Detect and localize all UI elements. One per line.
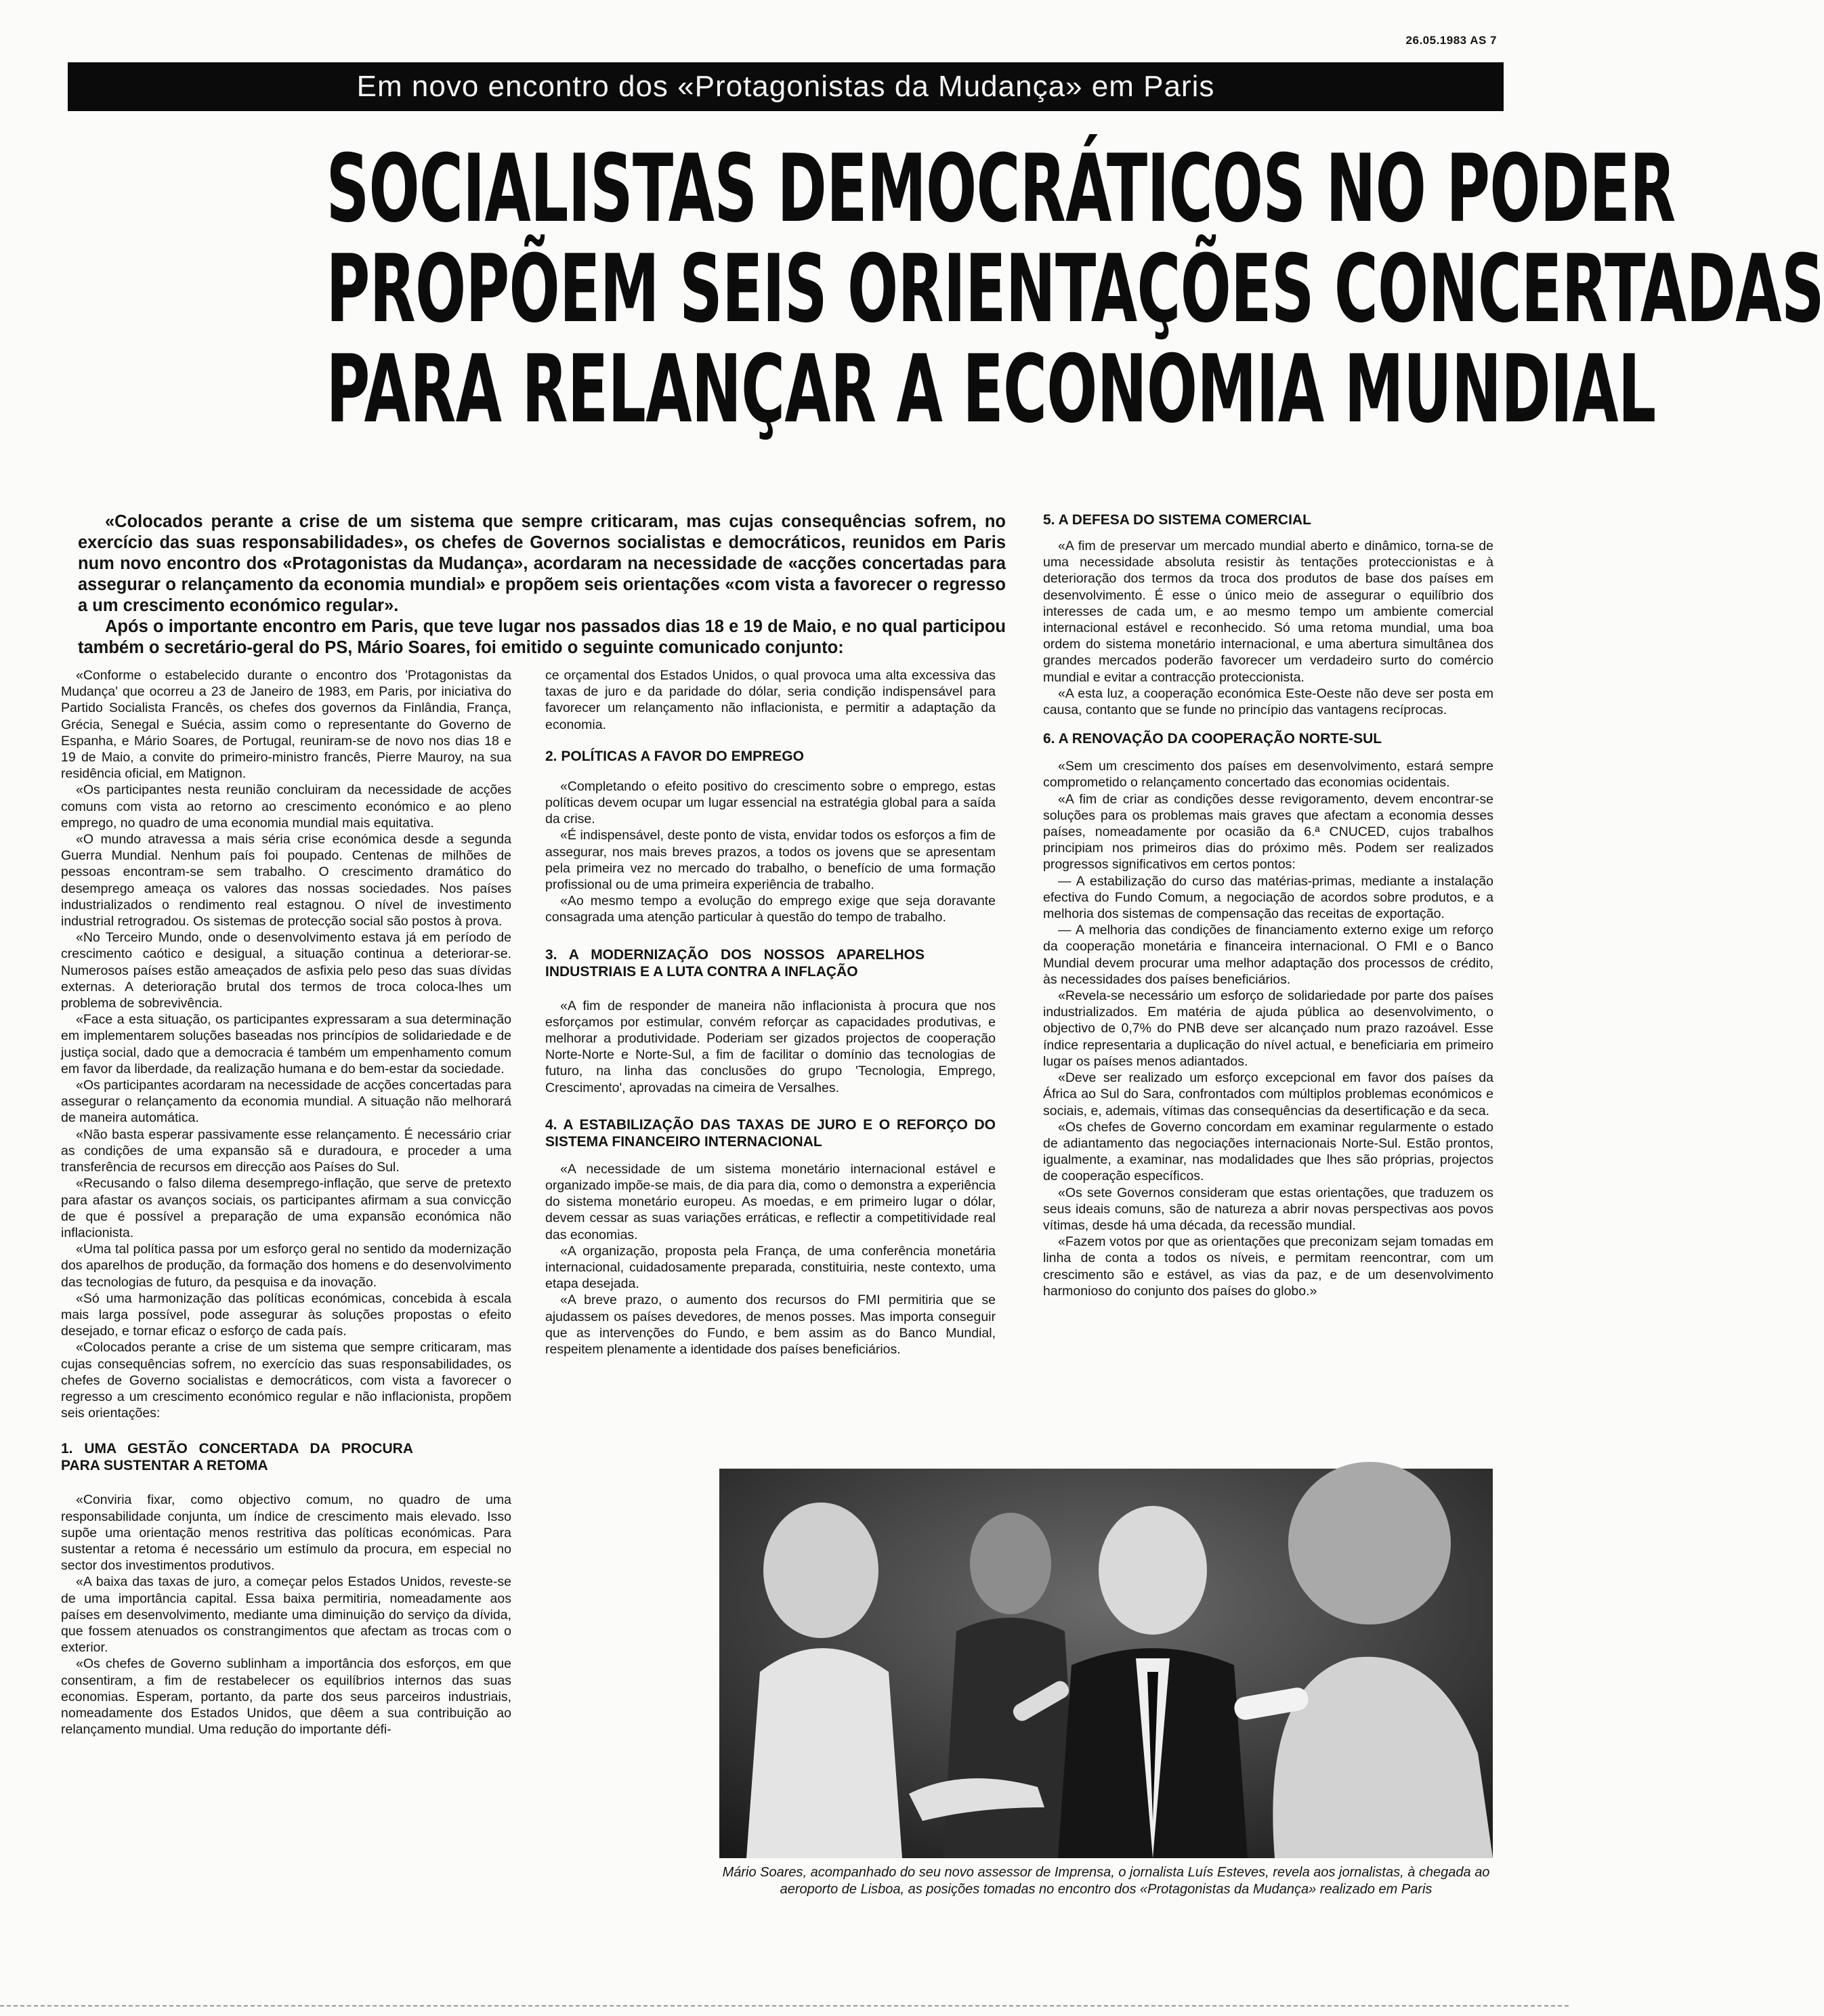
photo-caption: Mário Soares, acompanhado do seu novo assessor de Imprensa, o jornalista Luís Esteves, revela aos jornalistas, à chegada ao aeroporto de Lisboa, as posições tomadas no encontro dos «Protagonistas da Mudança» realizado em Paris — [722, 1865, 1490, 1897]
body-para: «A necessidade de um sistema monetário internacional estável e organizado impõe-se mais, de dia para dia, como o demonstra a experiência do sistema monetário europeu. As moedas, e em primeiro lugar o dólar, devem cessar as suas variações erráticas, e reflectir a competitividade real das economias. — [545, 1161, 996, 1242]
body-para: «Colocados perante a crise de um sistema que sempre criticaram, mas cujas consequências sofrem, no exercício das suas responsabilidades, os chefes de Governo socialistas e democráticos, com vista a favorecer o regresso a um crescimento económico regular e não inflacionista, propõem seis orientações: — [61, 1340, 511, 1421]
body-para: «Uma tal política passa por um esforço geral no sentido da modernização dos aparelhos de produção, da formação dos homens e do desenvolvimento das tecnologias de futuro, da pesquisa e da inovação. — [61, 1242, 511, 1290]
body-para: «Conforme o estabelecido durante o encontro dos 'Protagonistas da Mudança' que ocorreu a 23 de Janeiro de 1983, em Paris, por iniciativa do Partido Socialista Francês, os chefes dos governos da Finlândia, França, Grécia, Senegal e Suécia, assim como o representante do Governo de Espanha, e Mário Soares, de Portugal, reuniram-se de novo nos dias 18 e 19 de Maio, a convite do primeiro-ministro francês, Pierre Mauroy, na sua residência oficial, em Matignon. — [61, 668, 511, 782]
body-para: «Face a esta situação, os participantes expressaram a sua determinação em implementarem soluções baseadas nos princípios de solidariedade e de justiça social, dado que a democracia é também um empenhamento comum em favor da liberdade, da realização humana e do bem-estar da sociedade. — [61, 1012, 511, 1076]
lead-para: «Colocados perante a crise de um sistema que sempre criticaram, mas cujas consequências sofrem, no exercício das suas responsabilidades», os chefes de Governos socialistas e democráticos, reunidos em Paris num novo encontro dos «Protagonistas da Mudança», acordaram na necessidade de «acções concertadas para assegurar o relançamento da economia mundial» e propõem seis orientações «com vista a favorecer o regresso a um crescimento económico regular». — [78, 512, 1006, 615]
body-para: «Completando o efeito positivo do crescimento sobre o emprego, estas políticas devem ocupar um lugar essencial na estratégia global para a saída da crise. — [545, 778, 996, 827]
body-para: «Os sete Governos consideram que estas orientações, que traduzem os seus ideais comuns, são de natureza a abrir novas perspectivas aos povos vítimas, desde há uma década, da recessão mundial. — [1043, 1185, 1493, 1233]
page-bottom-rule — [0, 2005, 1571, 2007]
body-para: «Conviria fixar, como objectivo comum, no quadro de uma responsabilidade conjunta, um índice de crescimento mais elevado. Isso supõe uma orientação menos restritiva das políticas económicas. Para sustentar a retoma é necessário um estímulo da procura, em especial no sector dos investimentos produtivos. — [61, 1492, 511, 1574]
body-para: «Os chefes de Governo concordam em examinar regularmente o estado de adiantamento das negociações internacionais Norte-Sul. Estão prontos, igualmente, a examinar, nas modalidades que lhes são próprias, projectos de cooperação específicos. — [1043, 1119, 1493, 1184]
section-heading-1: 1. UMA GESTÃO CONCERTADA DA PROCURA PARA SUSTENTAR A RETOMA — [61, 1441, 413, 1474]
section-heading-2: 2. POLÍTICAS A FAVOR DO EMPREGO — [545, 748, 804, 764]
section-heading-3: 3. A MODERNIZAÇÃO DOS NOSSOS APARELHOS INDUSTRIAIS E A LUTA CONTRA A INFLAÇÃO — [545, 946, 925, 980]
lead-paragraph — [78, 511, 1006, 658]
body-para: «É indispensável, deste ponto de vista, envidar todos os esforços a fim de assegurar, nos mais breves prazos, a todos os jovens que se apresentam pela primeira vez no mercado do trabalho, o benefício de uma formação profissional ou de uma primeira experiência de trabalho. — [545, 828, 996, 893]
body-para: «Só uma harmonização das políticas económicas, concebida à escala mais larga possível, pode assegurar às soluções propostas o efeito desejado, e tornar eficaz o esforço de cada país. — [61, 1290, 511, 1339]
body-para: «Não basta esperar passivamente esse relançamento. É necessário criar as condições de uma expansão sã e duradoura, e proceder a uma transferência de recursos em direcção aos Países do Sul. — [61, 1127, 511, 1175]
lead-para: Após o importante encontro em Paris, que teve lugar nos passados dias 18 e 19 de Maio, e no qual participou também o secretário-geral do PS, Mário Soares, foi emitido o seguinte comunicado conjunto: — [78, 617, 1006, 657]
body-para: «Os participantes nesta reunião concluiram da necessidade de acções comuns com vista ao retorno ao crescimento económico e ao pleno emprego, no quadro de uma economia mundial mais equitativa. — [61, 782, 511, 831]
body-para: «Revela-se necessário um esforço de solidariedade por parte dos países industrializados. Em matéria de ajuda pública ao desenvolvimento, o objectivo de 0,7% do PNB deve ser alcançado num prazo razoável. Esse índice representaria a duplicação do nível actual, e beneficiaria em primeiro lugar os países menos adiantados. — [1043, 988, 1493, 1069]
headline — [68, 134, 1824, 444]
column-3 — [1043, 511, 1493, 1299]
body-para: «A esta luz, a cooperação económica Este-Oeste não deve ser posta em causa, contanto que se funde no princípio das vantagens recíprocas. — [1043, 686, 1493, 718]
headline-line-3: PARA RELANÇAR A ECONOMIA MUNDIAL — [326, 335, 1656, 444]
body-para: «Ao mesmo tempo a evolução do emprego exige que seja doravante consagrada uma atenção particular à questão do tempo de trabalho. — [545, 894, 996, 925]
body-para: — A estabilização do curso das matérias-primas, mediante a instalação efectiva do Fundo Comum, a negociação de acordos sobre produtos, e a melhoria dos sistemas de compensação das receitas de exportação. — [1043, 873, 1493, 922]
column-1 — [61, 667, 511, 1738]
body-para: «A breve prazo, o aumento dos recursos do FMI permitiria que se ajudassem os países devedores, de menos posses. Mas importa conseguir que as intervenções do Fundo, e bem assim as do Banco Mundial, respeitem plenamente a identidade dos países beneficiários. — [545, 1293, 996, 1358]
page-date-number: 26.05.1983 AS 7 — [1405, 34, 1497, 47]
body-para: «Os chefes de Governo sublinham a importância dos esforços, em que consentiram, a fim de restabelecer os equilíbrios internos das suas economias. Esperam, portanto, da parte dos seus parceiros industriais, nomeadamente dos Estados Unidos, que dêem a sua contribuição ao relançamento mundial. Uma redução do importante défi- — [61, 1656, 511, 1738]
body-para: ce orçamental dos Estados Unidos, o qual provoca uma alta excessiva das taxas de juro e da paridade do dólar, seria condição indispensável para favorecer um relançamento não inflacionista, e permitir a adaptação da economia. — [545, 668, 996, 732]
body-para: «A organização, proposta pela França, de uma conferência monetária internacional, cuidadosamente preparada, constituiria, neste contexto, uma etapa desejada. — [545, 1243, 996, 1292]
section-heading-5: 5. A DEFESA DO SISTEMA COMERCIAL — [1043, 512, 1311, 528]
body-para: «O mundo atravessa a mais séria crise económica desde a segunda Guerra Mundial. Nenhum país foi poupado. Centenas de milhões de pessoas encontram-se sem trabalho. O crescimento dramático do desemprego ameaça os valores das nossas sociedades. Nos países industrializados o rendimento real estagnou. O nível de investimento industrial retrogradou. Os sistemas de protecção social são postos à prova. — [61, 832, 511, 929]
body-para: «Fazem votos por que as orientações que preconizam sejam tomadas em linha de conta a todos os níveis, e permitam reencontrar, com um crescimento são e estável, as vias da paz, e de um desenvolvimento harmonioso do conjunto dos países do globo.» — [1043, 1234, 1493, 1299]
press-photo-image — [719, 1469, 1493, 1858]
section-heading-6: 6. A RENOVAÇÃO DA COOPERAÇÃO NORTE-SUL — [1043, 731, 1382, 747]
section-heading-4: 4. A ESTABILIZAÇÃO DAS TAXAS DE JURO E O REFORÇO DO SISTEMA FINANCEIRO INTERNACIONAL — [545, 1116, 996, 1150]
body-para: «No Terceiro Mundo, onde o desenvolvimento estava já em período de crescimento caótico e desigual, a situação continua a deteriorar-se. Numerosos países estão ameaçados de asfixia pelo peso das suas dívidas externas. A deterioração brutal dos termos de troca coloca-lhes um problema de sobrevivência. — [61, 930, 511, 1011]
column-2 — [545, 667, 996, 1358]
press-photo — [719, 1469, 1493, 1858]
body-para: «Recusando o falso dilema desemprego-inflação, que serve de pretexto para afastar os avanços sociais, os participantes afirmam a sua convicção de que é possível a preparação de uma expansão económica não inflacionista. — [61, 1176, 511, 1240]
body-para: «A fim de preservar um mercado mundial aberto e dinâmico, torna-se de uma necessidade absoluta resistir às tentações proteccionistas e à deterioração dos termos da troca dos produtos de base dos países em desenvolvimento. É esse o único meio de assegurar o equilíbrio dos interesses de cada um, e ao mesmo tempo um ambiente comercial internacional estável e reconhecido. Só uma retoma mundial, uma boa ordem do sistema monetário internacional, e uma abertura simultânea dos grandes mercados poderão favorecer um verdadeiro surto do comércio mundial e evitar a contracção proteccionista. — [1043, 539, 1493, 685]
headline-line-2: PROPÕEM SEIS ORIENTAÇÕES CONCERTADAS — [326, 234, 1824, 343]
kicker-banner: Em novo encontro dos «Protagonistas da Mudança» em Paris — [68, 62, 1504, 111]
body-para: «A fim de criar as condições desse revigoramento, devem encontrar-se soluções para os problemas mais graves que afectam a economia desses países, nomeadamente por ocasião da 6.ª CNUCED, cujos trabalhos principiam nos primeiros dias do próximo mês. Podem ser realizados progressos significativos em certos pontos: — [1043, 791, 1493, 873]
body-para: «A baixa das taxas de juro, a começar pelos Estados Unidos, reveste-se de uma importância capital. Essa baixa permitiria, nomeadamente aos países em desenvolvimento, mediante uma diminuição do serviço da dívida, que fossem atenuados os constrangimentos que afectam as trocas com o exterior. — [61, 1574, 511, 1656]
body-para: «Deve ser realizado um esforço excepcional em favor dos países da África ao Sul do Sara, confrontados com múltiplos problemas económicos e sociais, e, ademais, vítimas das consequências da desertificação e da seca. — [1043, 1070, 1493, 1118]
headline-line-1: SOCIALISTAS DEMOCRÁTICOS NO PODER — [326, 134, 1676, 243]
body-para: «Os participantes acordaram na necessidade de acções concertadas para assegurar o relançamento da economia mundial. A situação não melhorará de maneira automática. — [61, 1078, 511, 1126]
body-para: — A melhoria das condições de financiamento externo exige um reforço da cooperação monetária e financeira internacional. O FMI e o Banco Mundial devem procurar uma melhor adaptação dos processos de crédito, às necessidades dos países beneficiários. — [1043, 923, 1493, 987]
body-para: «A fim de responder de maneira não inflacionista à procura que nos esforçamos por estimular, convém reforçar as capacidades produtivas, e melhorar a produtividade. Poderiam ser gizados projectos de cooperação Norte-Norte e Norte-Sul, a fim de facilitar o domínio das tecnologias de futuro, na linha das conclusões do grupo 'Tecnologia, Emprego, Crescimento', aprovadas na cimeira de Versalhes. — [545, 998, 996, 1095]
body-para: «Sem um crescimento dos países em desenvolvimento, estará sempre comprometido o relançamento concertado das economias ocidentais. — [1043, 759, 1493, 791]
